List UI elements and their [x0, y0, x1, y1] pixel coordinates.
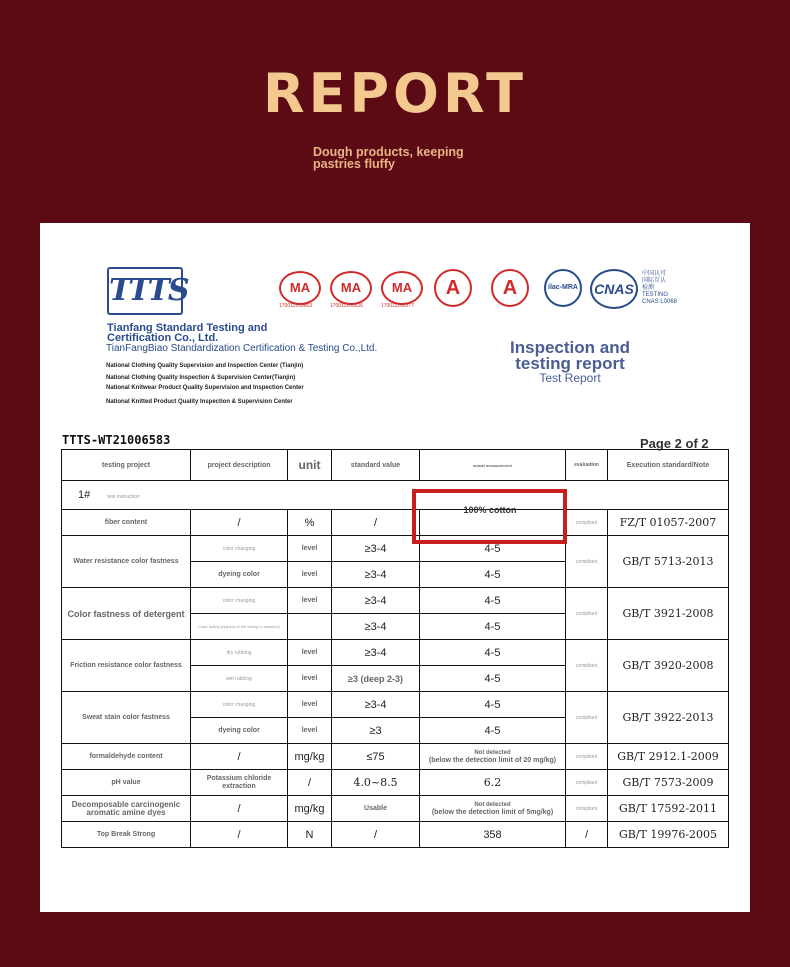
highlight-box [412, 489, 567, 544]
actual-cell: 4-5 [420, 718, 566, 744]
eval-cell: compliant [566, 536, 608, 588]
table-row [62, 796, 729, 822]
company-name-alt: TianFangBiao Standardization Certification & Testing Co.,Ltd. [106, 343, 378, 354]
page-subtitle: Dough products, keeping pastries fluffy [313, 145, 464, 171]
header-cell: testing project [62, 450, 191, 481]
table-row [62, 640, 729, 666]
note-cell: GB/T 3920-2008 [608, 640, 729, 692]
desc-cell: color changing [191, 536, 288, 562]
actual-cell: Not detected (below the detection limit of 20 mg/kg) [420, 744, 566, 770]
desc-cell: dyeing color [191, 718, 288, 744]
header-cell: project description [191, 450, 288, 481]
ilac-icon: ilac-MRA [544, 269, 582, 307]
unit-cell: level [288, 536, 332, 562]
note-cell: GB/T 3921-2008 [608, 588, 729, 640]
note-cell: GB/T 3922-2013 [608, 692, 729, 744]
desc-cell: / [191, 796, 288, 822]
sample-note: test instruction [107, 494, 140, 500]
report-document [40, 223, 750, 912]
actual-cell: 4-5 [420, 640, 566, 666]
note-cell: GB/T 19976-2005 [608, 822, 729, 848]
desc-cell: color changing [191, 588, 288, 614]
eval-cell: compliant [566, 796, 608, 822]
page-number: Page 2 of 2 [640, 436, 709, 451]
std-cell: Usable [332, 796, 420, 822]
project-cell: Decomposable carcinogenic aromatic amine dyes [62, 796, 191, 822]
inspection-title: Inspection and testing report [510, 338, 630, 373]
desc-cell: wet rubbing [191, 666, 288, 692]
project-cell: formaldehyde content [62, 744, 191, 770]
project-cell: Friction resistance color fastness [62, 640, 191, 692]
cal-seal-icon: A [491, 269, 529, 307]
unit-cell: level [288, 718, 332, 744]
unit-cell: level [288, 562, 332, 588]
desc-cell: dyeing color [191, 562, 288, 588]
actual-cell: 4-5 [420, 588, 566, 614]
std-cell: / [332, 822, 420, 848]
unit-cell: level [288, 588, 332, 614]
actual-cell: Not detected (below the detection limit of 5mg/kg) [420, 796, 566, 822]
table-row [62, 588, 729, 614]
report-number: TTTS-WT21006583 [62, 433, 171, 447]
unit-cell: % [288, 510, 332, 536]
unit-cell: / [288, 770, 332, 796]
unit-cell [288, 614, 332, 640]
actual-cell: 358 [420, 822, 566, 848]
seal-number: 170011260226 [330, 303, 363, 309]
seal-number: 170011263663 [279, 303, 312, 309]
cal-seal-icon: A [434, 269, 472, 307]
project-cell: Water resistance color fastness [62, 536, 191, 588]
desc-cell: / [191, 510, 288, 536]
std-cell: / [332, 510, 420, 536]
unit-cell: mg/kg [288, 796, 332, 822]
note-cell: GB/T 2912.1-2009 [608, 744, 729, 770]
ttts-logo: TTTS [107, 267, 183, 315]
cnas-icon: CNAS [590, 269, 638, 309]
std-cell: 4.0~8.5 [332, 770, 420, 796]
actual-cell: 4-5 [420, 562, 566, 588]
header-cell: standard value [332, 450, 420, 481]
table-row [62, 770, 729, 796]
results-table [61, 449, 729, 848]
header-cell: unit [288, 450, 332, 481]
header-cell: evaluation [566, 450, 608, 481]
table-row [62, 822, 729, 848]
std-cell: ≥3-4 [332, 536, 420, 562]
unit-cell: level [288, 692, 332, 718]
org-line-1: National Clothing Quality Supervision and Inspection Center (Tianjin) [106, 363, 304, 369]
cma-seal-icon: MA [381, 271, 423, 305]
table-row [62, 481, 729, 510]
desc-cell: / [191, 744, 288, 770]
header-cell: actual measurement [420, 450, 566, 481]
eval-cell: / [566, 822, 608, 848]
unit-cell: mg/kg [288, 744, 332, 770]
project-cell: Sweat stain color fastness [62, 692, 191, 744]
eval-cell: compliant [566, 588, 608, 640]
desc-cell: / [191, 822, 288, 848]
org-line-3: National Knitwear Product Quality Supervision and Inspection Center [106, 385, 304, 391]
std-cell: ≤75 [332, 744, 420, 770]
std-cell: ≥3 (deep 2-3) [332, 666, 420, 692]
table-row [62, 536, 729, 562]
table-row [62, 692, 729, 718]
desc-cell: color changing [191, 692, 288, 718]
project-cell: pH value [62, 770, 191, 796]
std-cell: ≥3-4 [332, 640, 420, 666]
std-cell: ≥3-4 [332, 588, 420, 614]
note-cell: GB/T 17592-2011 [608, 796, 729, 822]
note-cell: GB/T 5713-2013 [608, 536, 729, 588]
eval-cell: compliant [566, 692, 608, 744]
unit-cell: level [288, 666, 332, 692]
project-cell: Top Break Strong [62, 822, 191, 848]
eval-cell: compliant [566, 770, 608, 796]
org-line-2: National Clothing Quality Inspection & Supervision Center(Tianjin) [106, 375, 296, 381]
desc-cell: Potassium chloride extraction [191, 770, 288, 796]
header-cell: Execution standard/Note [608, 450, 729, 481]
table-row [62, 510, 729, 536]
company-name: Tianfang Standard Testing and Certification Co., Ltd. [107, 322, 268, 344]
project-cell: fiber content [62, 510, 191, 536]
actual-cell: 4-5 [420, 666, 566, 692]
cma-seal-icon: MA [330, 271, 372, 305]
std-cell: ≥3-4 [332, 614, 420, 640]
project-cell: Color fastness of detergent [62, 588, 191, 640]
actual-cell: 4-5 [420, 536, 566, 562]
highlight-text: 100% cotton [463, 505, 517, 515]
cma-seal-icon: MA [279, 271, 321, 305]
page-title: REPORT [263, 62, 527, 125]
desc-cell: dry rubbing [191, 640, 288, 666]
actual-cell: 6.2 [420, 770, 566, 796]
desc-cell: Color fading (highest of the fading in samples) [191, 614, 288, 640]
seal-number: 170011262277 [381, 303, 414, 309]
unit-cell: level [288, 640, 332, 666]
std-cell: ≥3-4 [332, 692, 420, 718]
eval-cell: compliant [566, 640, 608, 692]
actual-cell: 4-5 [420, 692, 566, 718]
eval-cell: compliant [566, 744, 608, 770]
table-header [62, 450, 729, 481]
std-cell: ≥3-4 [332, 562, 420, 588]
unit-cell: N [288, 822, 332, 848]
actual-cell: 4-5 [420, 614, 566, 640]
inspection-subtitle: Test Report [539, 371, 601, 385]
cnas-caption: 中国认可 国际互认 检测 TESTING CNAS L0068 [642, 271, 678, 305]
org-line-4: National Knitted Product Quality Inspection & Supervision Center [106, 399, 293, 405]
note-cell: FZ/T 01057-2007 [608, 510, 729, 536]
std-cell: ≥3 [332, 718, 420, 744]
note-cell: GB/T 7573-2009 [608, 770, 729, 796]
sample-id: 1# [78, 489, 91, 501]
table-row [62, 744, 729, 770]
eval-cell: compliant [566, 510, 608, 536]
